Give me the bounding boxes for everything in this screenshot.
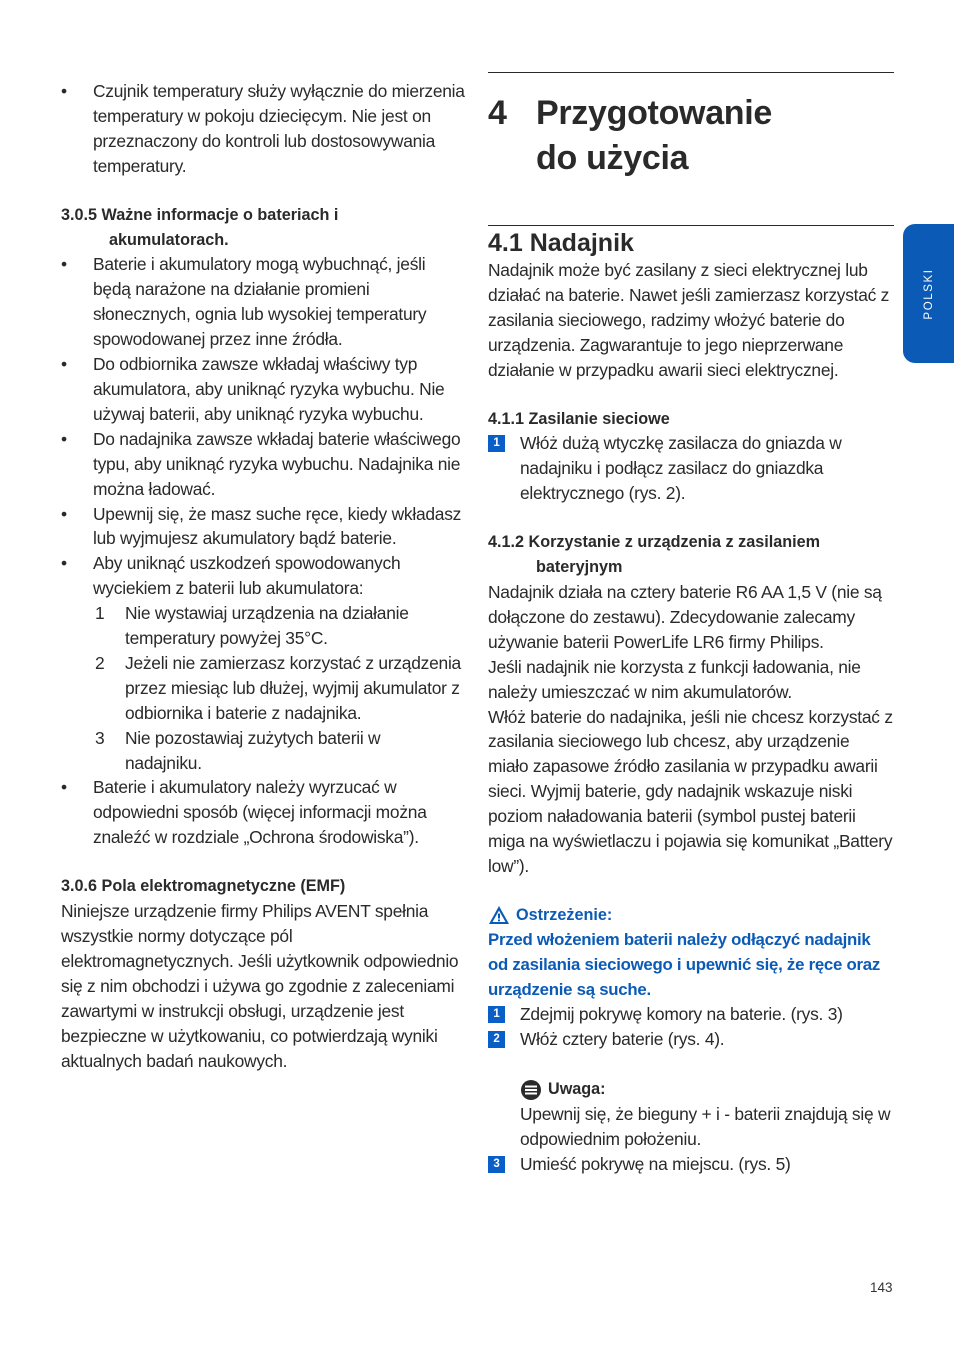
step-number-badge: 3 (488, 1156, 505, 1173)
note-heading: Uwaga: (520, 1077, 894, 1102)
section-heading-3-0-6: 3.0.6 Pola elektromagnetyczne (EMF) (61, 877, 346, 896)
left-column (61, 79, 466, 1073)
chapter-title: 4 Przygotowanie do użycia (488, 94, 773, 177)
list-item: • Baterie i akumulatory mogą wybuchnąć, jeśli będą narażone na działanie promieni słonecznych, ognia lub wysokiej temperatury spowodowanej przez inne źródła. (61, 254, 427, 350)
list-item: • Upewnij się, że masz suche ręce, kiedy wkładasz lub wyjmujesz akumulatory bądź baterie. (61, 503, 462, 549)
step-item: 1 Zdejmij pokrywę komory na baterie. (rys. 3) (488, 1002, 894, 1027)
intro-bullet-list (61, 79, 466, 179)
list-item: • Aby uniknąć uszkodzeń spowodowanych wyciekiem z baterii lub akumulatora: 1 Nie wystawiaj urządzenia na działanie temperatury powyżej 35°C. 2 Jeżeli nie zamierzasz korzystać z urządzenia przez miesiąc lub dłużej, wyjmij akumulator z odbiornika i baterie z nadajnika. 3 Nie pozostawiaj zużytych baterii w nadajniku. (61, 551, 466, 775)
step-number-badge: 1 (488, 435, 505, 452)
list-item: • Do nadajnika zawsze wkładaj baterie właściwego typu, aby uniknąć ryzyka wybuchu. Nadajnika nie można ładować. (61, 428, 461, 499)
bullet-icon: • (61, 553, 67, 574)
section-heading-3-0-5: 3.0.5 Ważne informacje o bateriach i akumulatorach. (61, 205, 339, 249)
warning-heading: Ostrzeżenie: (488, 903, 894, 928)
step-number-badge: 1 (488, 1006, 505, 1023)
bullet-icon: • (61, 503, 67, 524)
step-item: 2 Włóż cztery baterie (rys. 4). (488, 1027, 894, 1052)
section-heading-4-1-2: 4.1.2 Korzystanie z urządzenia z zasilaniem bateryjnym (488, 533, 820, 577)
bullet-icon: • (61, 354, 67, 375)
right-column (488, 72, 894, 1177)
language-tab (903, 224, 954, 363)
warning-icon (488, 905, 510, 925)
page-number: 143 (870, 1280, 893, 1295)
note-block (488, 1077, 894, 1152)
battery-paragraph-3: Włóż baterie do nadajnika, jeśli nie chcesz korzystać z zasilania sieciowego lub chcesz, aby urządzenie miało zapasowe źródło zasilania w przypadku awarii sieci. Wyjmij baterie, gdy nadajnik wskazuje niski poziom naładowania baterii (symbol pustej baterii miga na wyświetlaczu i pojawia się komunikat „Battery low”). (488, 706, 893, 876)
language-tab-label: POLSKI (922, 267, 935, 320)
section-paragraph: Nadajnik może być zasilany z sieci elektrycznej lub działać na baterie. Nawet jeśli zamierzasz korzystać z zasilania sieciowego, radzimy włożyć baterie do urządzenia. Zagwarantuje to jego nieprzerwane działanie w przypadku awarii sieci elektrycznej. (488, 260, 890, 380)
section-rule (488, 225, 894, 226)
list-item: 2 Jeżeli nie zamierzasz korzystać z urządzenia przez miesiąc lub dłużej, wyjmij akumulator z odbiornika i baterie z nadajnika. (95, 652, 461, 723)
warning-text: Przed włożeniem baterii należy odłączyć nadajnik od zasilania sieciowego i upewnić się, że ręce oraz urządzenie są suche. (488, 929, 881, 999)
battery-paragraph-2: Jeśli nadajnik nie korzysta z funkcji ładowania, nie należy umieszczać w nim akumulatorów. (488, 656, 861, 702)
section-heading-4-1-1: 4.1.1 Zasilanie sieciowe (488, 409, 670, 428)
step-item: 3 Umieść pokrywę na miejscu. (rys. 5) (488, 1152, 894, 1177)
step-number-badge: 2 (488, 1031, 505, 1048)
bullet-icon: • (61, 777, 67, 798)
bullet-icon: • (61, 428, 67, 449)
note-icon (520, 1079, 542, 1101)
chapter-rule (488, 72, 894, 73)
emf-paragraph: Niniejsze urządzenie firmy Philips AVENT spełnia wszystkie normy dotyczące pól elektromagnetycznych. Jeśli użytkownik odpowiednio się z nim obchodzi i używa go zgodnie z zaleceniami zawartymi w instrukcji obsługi, urządzenie jest bezpieczne w użytkowaniu, co potwierdzają wyniki aktualnych badań naukowych. (61, 901, 459, 1071)
note-text: Upewnij się, że bieguny + i - baterii znajdują się w odpowiednim położeniu. (520, 1104, 891, 1150)
battery-paragraph-1: Nadajnik działa na cztery baterie R6 AA 1,5 V (nie są dołączone do zestawu). Zdecydowanie zalecamy używanie baterii PowerLife LR6 firmy Philips. (488, 581, 882, 652)
numbered-list (93, 601, 466, 775)
bullet-icon: • (61, 254, 67, 275)
list-item: • Czujnik temperatury służy wyłącznie do mierzenia temperatury w pokoju dziecięcym. Nie jest on przeznaczony do kontroli lub dostosowywania temperatury. (61, 81, 465, 176)
list-item: • Baterie i akumulatory należy wyrzucać w odpowiedni sposób (więcej informacji można znaleźć w rozdziale „Ochrona środowiska”). (61, 777, 427, 848)
list-item: 3 Nie pozostawiaj zużytych baterii w nadajniku. (95, 727, 381, 773)
section-title-4-1: 4.1 Nadajnik (488, 229, 634, 257)
list-item: • Do odbiornika zawsze wkładaj właściwy typ akumulatora, aby uniknąć ryzyka wybuchu. Nie używaj baterii, aby uniknąć ryzyka wybuchu. (61, 354, 445, 424)
step-item: 1 Włóż dużą wtyczkę zasilacza do gniazda w nadajniku i podłącz zasilacz do gniazdka elektrycznego (rys. 2). (488, 431, 894, 506)
list-item: 1 Nie wystawiaj urządzenia na działanie temperatury powyżej 35°C. (95, 603, 409, 649)
bullet-icon: • (61, 81, 67, 101)
battery-bullet-list (61, 252, 466, 850)
